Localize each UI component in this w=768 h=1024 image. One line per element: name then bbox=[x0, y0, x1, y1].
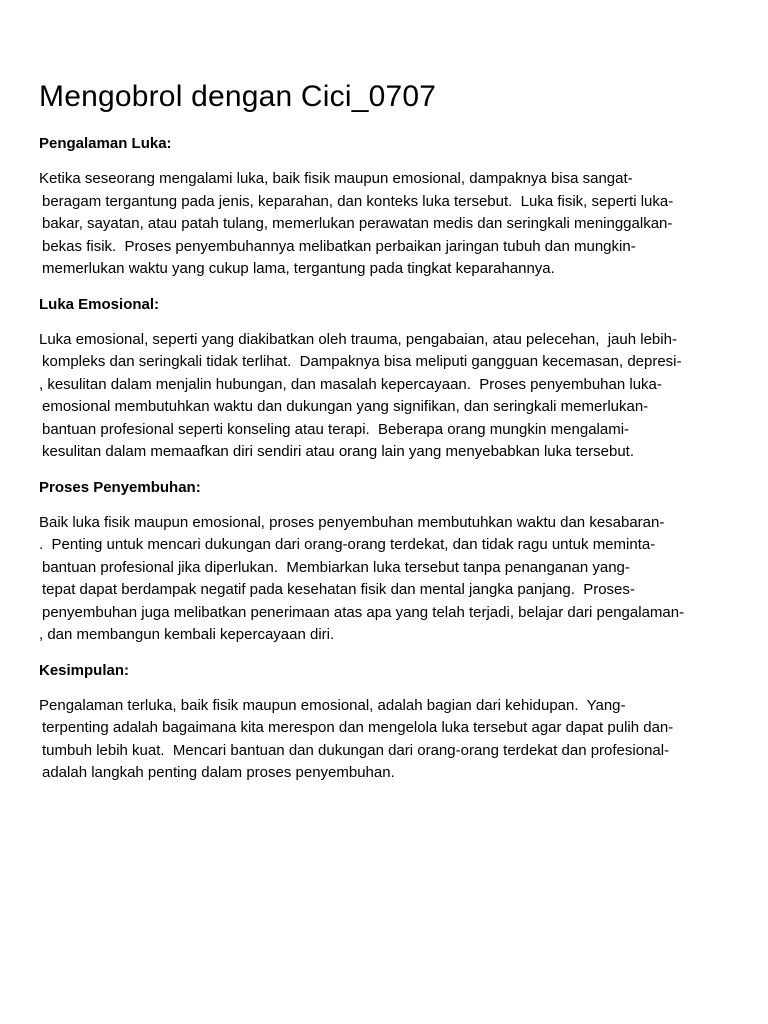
paragraph-line: bakar, sayatan, atau patah tulang, memerlukan perawatan medis dan seringkali meninggalkan- bbox=[42, 215, 673, 232]
section-paragraph bbox=[39, 168, 739, 281]
section-heading: Proses Penyembuhan: bbox=[39, 478, 201, 496]
paragraph-line: tumbuh lebih kuat. Mencari bantuan dan dukungan dari orang-orang terdekat dan profesional- bbox=[42, 741, 670, 759]
section-heading: Luka Emosional: bbox=[39, 295, 160, 313]
section-paragraph bbox=[39, 512, 739, 647]
paragraph-line: kompleks dan seringkali tidak terlihat. Dampaknya bisa meliputi gangguan kecemasan, depresi- bbox=[42, 353, 682, 370]
paragraph-line: Luka emosional, seperti yang diakibatkan oleh trauma, pengabaian, atau pelecehan, jauh lebih- bbox=[39, 330, 677, 348]
section-paragraph bbox=[39, 695, 739, 785]
paragraph-line: , kesulitan dalam menjalin hubungan, dan masalah kepercayaan. Proses penyembuhan luka- bbox=[39, 375, 662, 393]
section-heading: Kesimpulan: bbox=[39, 661, 130, 679]
section-paragraph bbox=[39, 329, 739, 464]
paragraph-line: bekas fisik. Proses penyembuhannya melibatkan perbaikan jaringan tubuh dan mungkin- bbox=[42, 237, 636, 255]
paragraph-line: Pengalaman terluka, baik fisik maupun emosional, adalah bagian dari kehidupan. Yang- bbox=[39, 696, 626, 714]
page-title: Mengobrol dengan Cici_0707 bbox=[39, 80, 437, 113]
paragraph-line: beragam tergantung pada jenis, keparahan, dan konteks luka tersebut. Luka fisik, seperti luka- bbox=[42, 192, 674, 210]
paragraph-line: bantuan profesional jika diperlukan. Membiarkan luka tersebut tanpa penanganan yang- bbox=[42, 558, 630, 576]
paragraph-line: penyembuhan juga melibatkan penerimaan atas apa yang telah terjadi, belajar dari pengalaman- bbox=[42, 603, 685, 621]
section-proses-penyembuhan bbox=[39, 478, 739, 647]
section-pengalaman-luka bbox=[39, 134, 739, 281]
paragraph-line: . Penting untuk mencari dukungan dari orang-orang terdekat, dan tidak ragu untuk meminta- bbox=[39, 536, 656, 553]
paragraph-line: , dan membangun kembali kepercayaan diri. bbox=[39, 626, 335, 643]
paragraph-line: memerlukan waktu yang cukup lama, tergantung pada tingkat keparahannya. bbox=[42, 260, 555, 277]
paragraph-line: emosional membutuhkan waktu dan dukungan yang signifikan, dan seringkali memerlukan- bbox=[42, 398, 649, 415]
paragraph-line: Baik luka fisik maupun emosional, proses penyembuhan membutuhkan waktu dan kesabaran- bbox=[39, 513, 665, 531]
paragraph-line: terpenting adalah bagaimana kita merespon dan mengelola luka tersebut agar dapat pulih dan- bbox=[42, 719, 674, 736]
section-kesimpulan bbox=[39, 661, 739, 785]
paragraph-line: Ketika seseorang mengalami luka, baik fisik maupun emosional, dampaknya bisa sangat- bbox=[39, 170, 633, 187]
document-page bbox=[39, 78, 739, 799]
section-luka-emosional bbox=[39, 295, 739, 464]
paragraph-line: adalah langkah penting dalam proses penyembuhan. bbox=[42, 764, 395, 781]
paragraph-line: kesulitan dalam memaafkan diri sendiri atau orang lain yang menyebabkan luka tersebut. bbox=[42, 443, 635, 460]
paragraph-line: tepat dapat berdampak negatif pada kesehatan fisik dan mental jangka panjang. Proses- bbox=[42, 581, 635, 598]
paragraph-line: bantuan profesional seperti konseling atau terapi. Beberapa orang mungkin mengalami- bbox=[42, 420, 630, 438]
section-heading: Pengalaman Luka: bbox=[39, 135, 172, 152]
